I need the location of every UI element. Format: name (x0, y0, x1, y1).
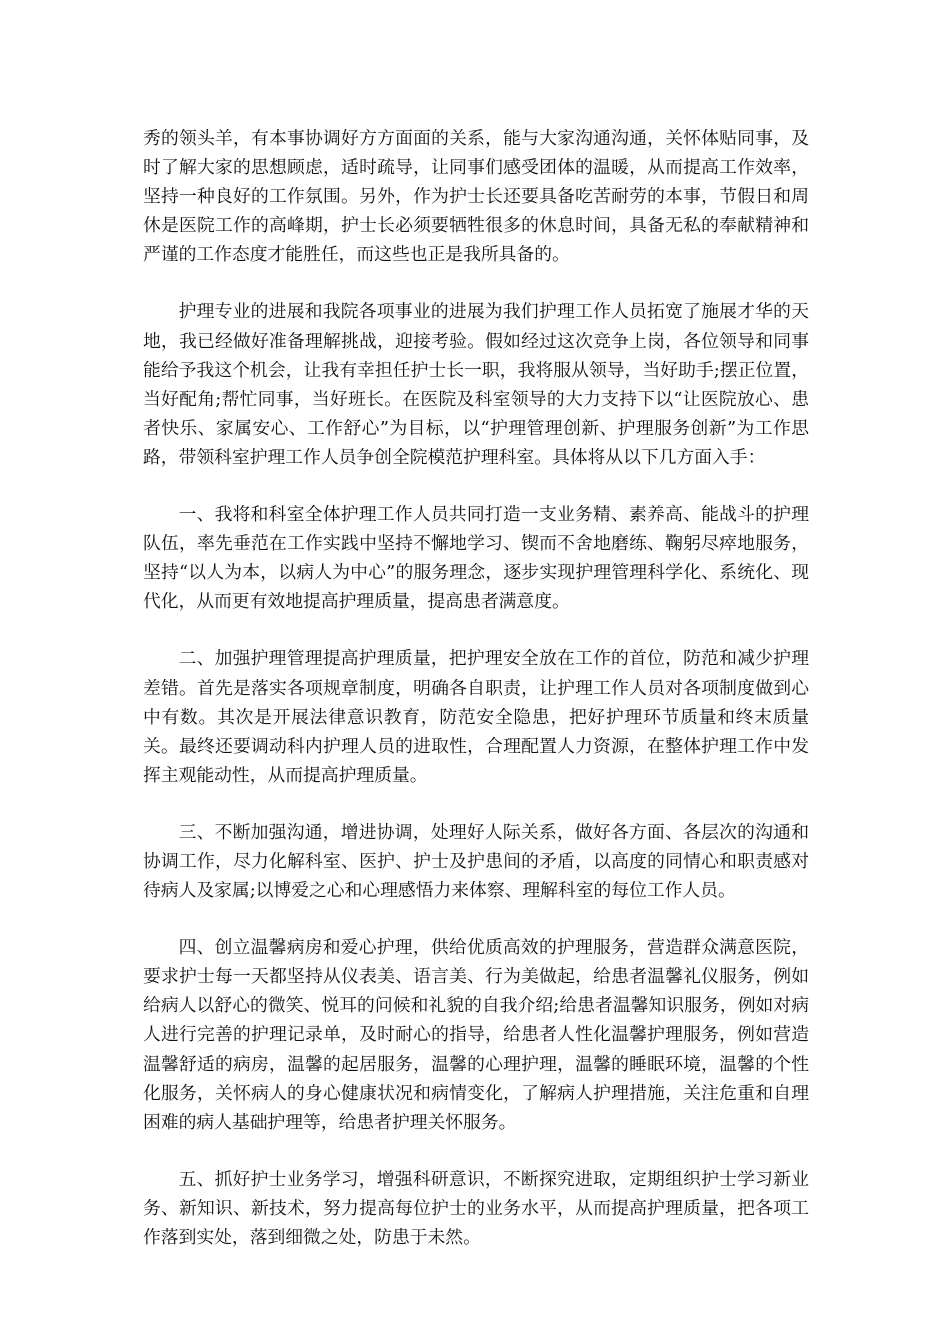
paragraph-point-3: 三、不断加强沟通，增进协调，处理好人际关系，做好各方面、各层次的沟通和协调工作，尽力化解科室、医护、护士及护患间的矛盾，以高度的同情心和职责感对待病人及家属;以博爱之心和心理感悟力来体察、理解科室的每位工作人员。 (143, 821, 809, 902)
paragraph-point-5: 五、抓好护士业务学习，增强科研意识，不断探究进取，定期组织护士学习新业务、新知识、新技术，努力提高每位护士的业务水平，从而提高护理质量，把各项工作落到实处，落到细微之处，防患于未然。 (143, 1168, 809, 1248)
document-body (143, 124, 809, 1280)
paragraph-continuation: 秀的领头羊，有本事协调好方方面面的关系，能与大家沟通沟通，关怀体贴同事，及时了解大家的思想顾虑，适时疏导，让同事们感受团体的温暖，从而提高工作效率，坚持一种良好的工作氛围。另外，作为护士长还要具备吃苦耐劳的本事，节假日和周休是医院工作的高峰期，护士长必须要牺牲很多的休息时间，具备无私的奉献精神和严谨的工作态度才能胜任，而这些也正是我所具备的。 (143, 128, 809, 266)
paragraph-point-1: 一、我将和科室全体护理工作人员共同打造一支业务精、素养高、能战斗的护理队伍，率先垂范在工作实践中坚持不懈地学习、锲而不舍地磨练、鞠躬尽瘁地服务，坚持“以人为本，以病人为中心”的服务理念，逐步实现护理管理科学化、系统化、现代化，从而更有效地提高护理质量，提高患者满意度。 (143, 504, 809, 613)
paragraph-point-4: 四、创立温馨病房和爱心护理，供给优质高效的护理服务，营造群众满意医院，要求护士每一天都坚持从仪表美、语言美、行为美做起，给患者温馨礼仪服务，例如给病人以舒心的微笑、悦耳的问候和礼貌的自我介绍;给患者温馨知识服务，例如对病人进行完善的护理记录单，及时耐心的指导，给患者人性化温馨护理服务，例如营造温馨舒适的病房，温馨的起居服务，温馨的心理护理，温馨的睡眠环境，温馨的个性化服务，关怀病人的身心健康状况和病情变化，了解病人护理措施，关注危重和自理困难的病人基础护理等，给患者护理关怀服务。 (143, 937, 809, 1133)
paragraph-point-2: 二、加强护理管理提高护理质量，把护理安全放在工作的首位，防范和减少护理差错。首先是落实各项规章制度，明确各自职责，让护理工作人员对各项制度做到心中有数。其次是开展法律意识教育，防范安全隐患，把好护理环节质量和终末质量关。最终还要调动科内护理人员的进取性，合理配置人力资源，在整体护理工作中发挥主观能动性，从而提高护理质量。 (143, 648, 809, 786)
paragraph-intro: 护理专业的进展和我院各项事业的进展为我们护理工作人员拓宽了施展才华的天地，我已经做好准备理解挑战，迎接考验。假如经过这次竞争上岗，各位领导和同事能给予我这个机会，让我有幸担任护士长一职，我将服从领导，当好助手;摆正位置，当好配角;帮忙同事，当好班长。在医院及科室领导的大力支持下以“让医院放心、患者快乐、家属安心、工作舒心”为目标，以“护理管理创新、护理服务创新”为工作思路，带领科室护理工作人员争创全院模范护理科室。具体将从以下几方面入手： (143, 301, 809, 468)
